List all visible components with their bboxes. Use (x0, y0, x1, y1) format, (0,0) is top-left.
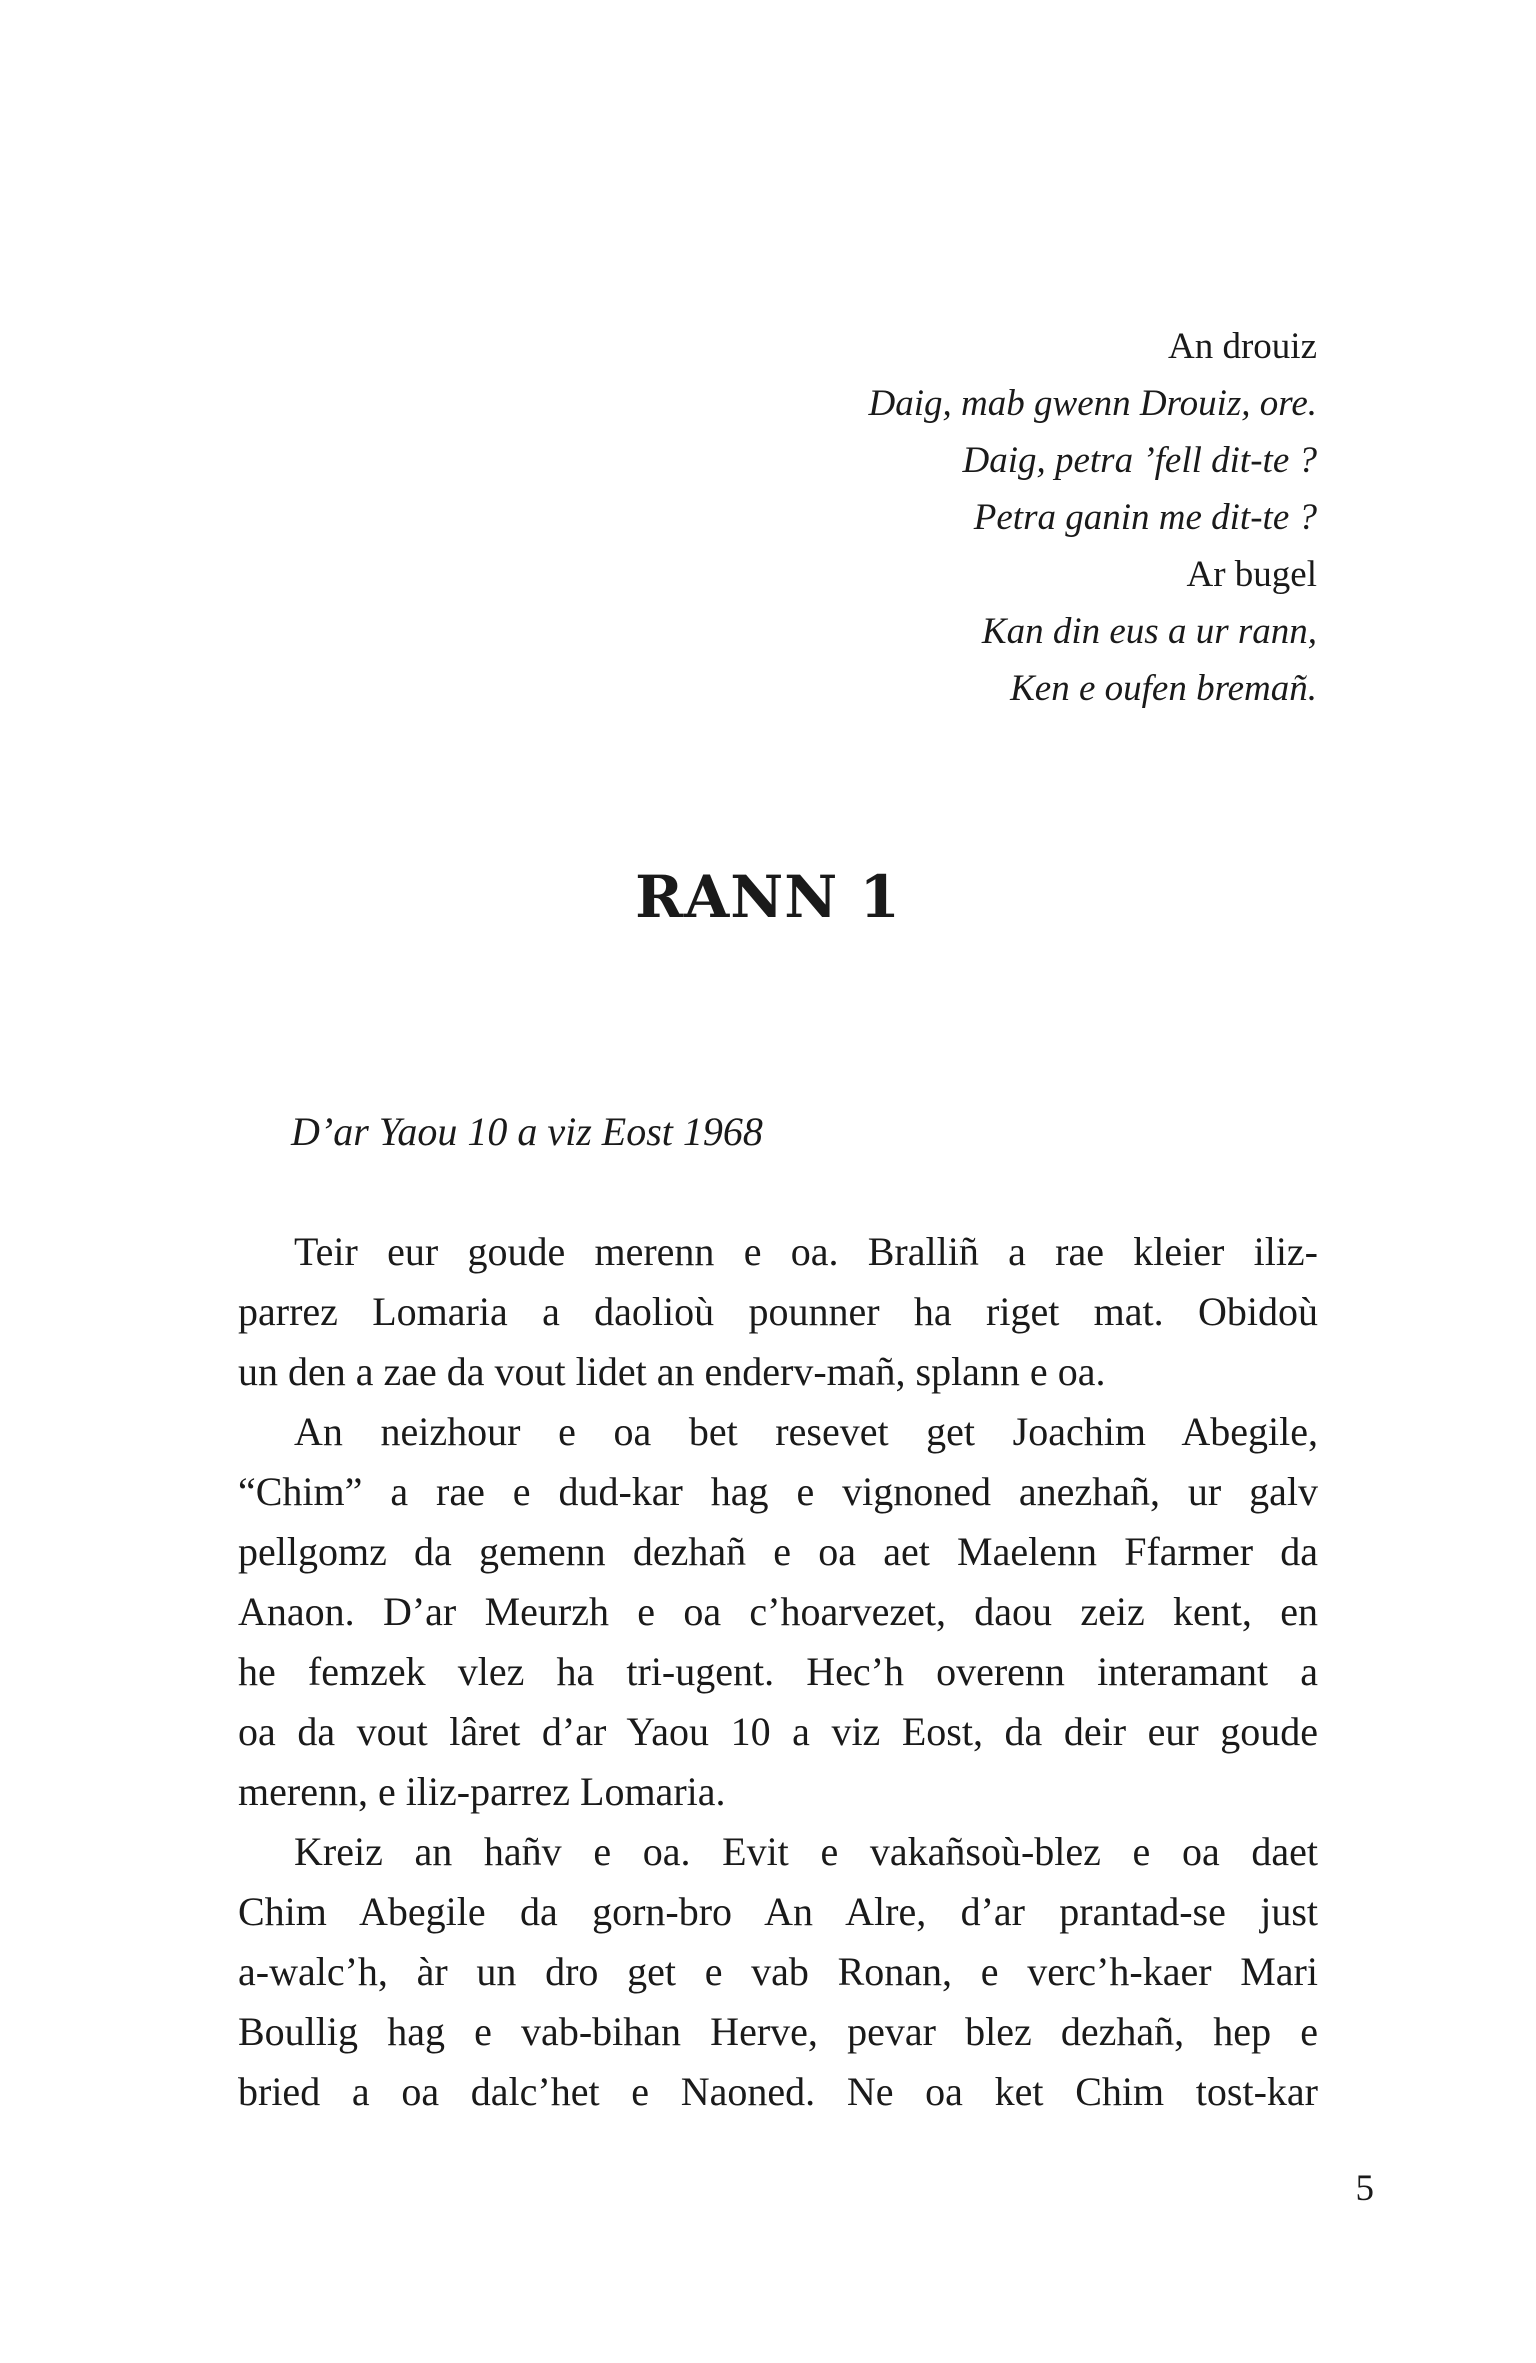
text-line: he femzek vlez ha tri-ugent. Hec’h overenn interamant a (238, 1649, 1318, 1694)
chapter-date: D’ar Yaou 10 a viz Eost 1968 (291, 1109, 763, 1154)
body-text (238, 1222, 1318, 2122)
text-line: merenn, e iliz-parrez Lomaria. (238, 1769, 726, 1814)
text-line: An neizhour e oa bet resevet get Joachim Abegile, (294, 1409, 1318, 1454)
epigraph-line: Ken e oufen bremañ. (1010, 668, 1317, 709)
epigraph-line: An drouiz (1168, 326, 1317, 367)
paragraph (238, 1822, 1318, 2122)
epigraph-line: Kan din eus a ur rann, (981, 611, 1317, 652)
text-line: oa da vout lâret d’ar Yaou 10 a viz Eost, da deir eur goude (238, 1709, 1318, 1754)
chapter-title: RANN 1 (635, 863, 901, 931)
paragraph (238, 1222, 1318, 1402)
text-line: pellgomz da gemenn dezhañ e oa aet Maelenn Ffarmer da (238, 1529, 1318, 1574)
text-line: a-walc’h, àr un dro get e vab Ronan, e verc’h-kaer Mari (238, 1949, 1318, 1994)
text-line: un den a zae da vout lidet an enderv-mañ, splann e oa. (238, 1349, 1106, 1394)
text-line: Boullig hag e vab-bihan Herve, pevar blez dezhañ, hep e (238, 2009, 1318, 2054)
page-number: 5 (1355, 2168, 1374, 2209)
paragraph (238, 1402, 1318, 1822)
epigraph-line: Ar bugel (1186, 554, 1317, 595)
epigraph-line: Daig, mab gwenn Drouiz, ore. (868, 383, 1317, 424)
text-line: Anaon. D’ar Meurzh e oa c’hoarvezet, daou zeiz kent, en (238, 1589, 1318, 1634)
text-line: Teir eur goude merenn e oa. Bralliñ a rae kleier iliz- (294, 1229, 1318, 1274)
text-line: Chim Abegile da gorn-bro An Alre, d’ar prantad-se just (238, 1889, 1318, 1934)
text-line: bried a oa dalc’het e Naoned. Ne oa ket Chim tost-kar (238, 2069, 1318, 2114)
epigraph-line: Daig, petra ’fell dit-te ? (962, 440, 1317, 481)
text-line: Kreiz an hañv e oa. Evit e vakañsoù-blez e oa daet (294, 1829, 1318, 1874)
epigraph (617, 318, 1317, 717)
epigraph-line: Petra ganin me dit-te ? (973, 497, 1317, 538)
text-line: “Chim” a rae e dud-kar hag e vignoned anezhañ, ur galv (238, 1469, 1318, 1514)
text-line: parrez Lomaria a daolioù pounner ha riget mat. Obidoù (238, 1289, 1318, 1334)
